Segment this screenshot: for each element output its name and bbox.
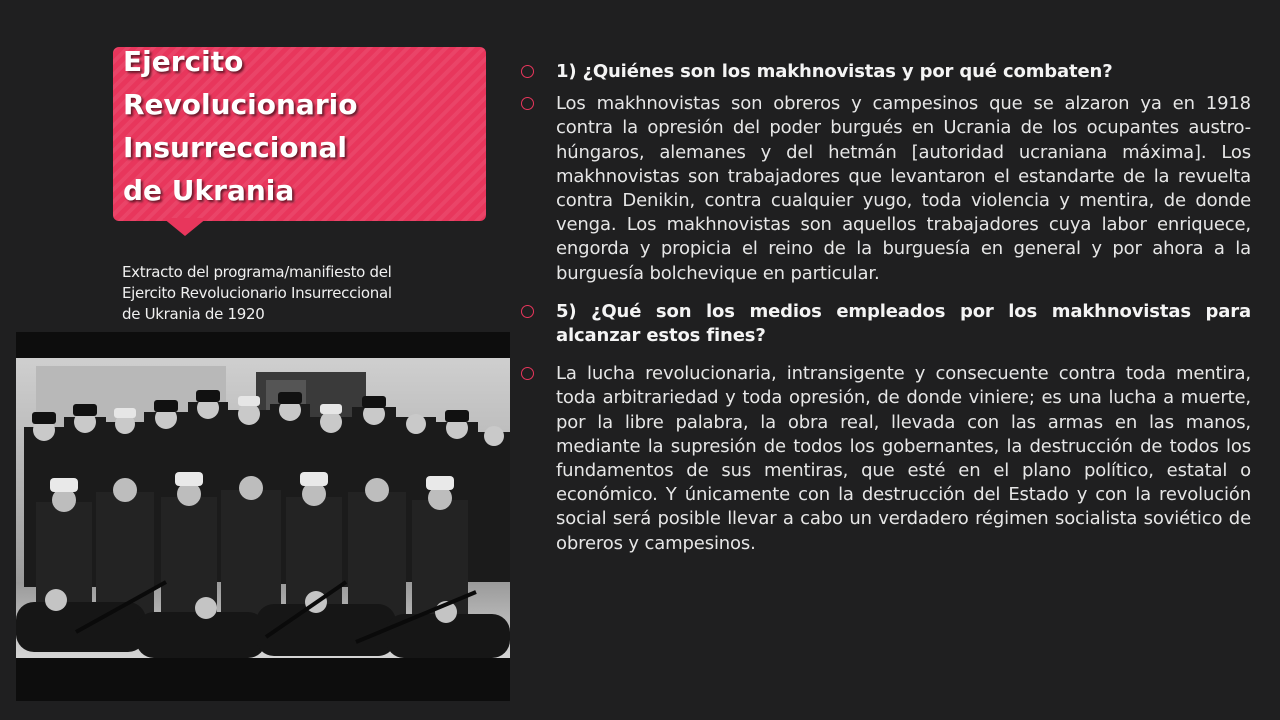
list-item (521, 362, 1251, 556)
answer-1-text: Los makhnovistas son obreros y campesinos que se alzaron ya en 1918 contra la opresión del poder burgués en Ucrania de los ocupantes austro-húngaros, alemanes y del hetmán [autoridad ucraniana máxima]. Los makhnovistas son trabajadores que levantaron el estandarte de la revuelta contra Denikin, contra cualquier yugo, toda violencia y mentira, de donde venga. Los makhnovistas son aquellos trabajadores cuya labor enriquece, engorda y propicia el reino de la burguesía en general y por ahora a la burguesía bolchevique en particular. (556, 93, 1251, 284)
answer-5-text: La lucha revolucionaria, intransigente y consecuente contra toda mentira, toda arbitrariedad y toda opresión, de donde viniere; es una lucha a muerte, por la libre palabra, la obra real, llevada con las armas en las manos, mediante la supresión de todos los gobernantes, la destrucción de todos los fundamentos de sus mentiras, que esté en el plano político, estatal o económico. Y únicamente con la destrucción del Estado y con la revolución social será posible llevar a cabo un verdadero régimen socialista soviético de obreros y campesinos. (556, 363, 1251, 554)
caption-line: Extracto del programa/manifiesto del (122, 263, 392, 281)
circle-bullet-icon (521, 367, 534, 380)
callout-pointer (163, 218, 207, 236)
caption-line: Ejercito Revolucionario Insurreccional (122, 284, 392, 302)
caption-line: de Ukrania de 1920 (122, 305, 265, 323)
circle-bullet-icon (521, 305, 534, 318)
title-callout (113, 47, 486, 221)
group-photo-icon (16, 332, 510, 701)
question-1-text: 1) ¿Quiénes son los makhnovistas y por qué combaten? (556, 61, 1113, 82)
photo-caption (122, 262, 482, 325)
group-photo (16, 332, 510, 701)
bullet-list (521, 60, 1251, 556)
slide-title-line-3: Insurreccional (123, 131, 348, 164)
list-item (521, 92, 1251, 286)
circle-bullet-icon (521, 65, 534, 78)
list-item (521, 300, 1251, 348)
circle-bullet-icon (521, 97, 534, 110)
slide-title-line-1: Ejercito (123, 45, 244, 78)
slide-title-line-4: de Ukrania (123, 174, 295, 207)
slide-title-line-2: Revolucionario (123, 88, 358, 121)
question-5-text: 5) ¿Qué son los medios empleados por los makhnovistas para alcanzar estos fines? (556, 300, 1251, 347)
list-item (521, 60, 1251, 84)
